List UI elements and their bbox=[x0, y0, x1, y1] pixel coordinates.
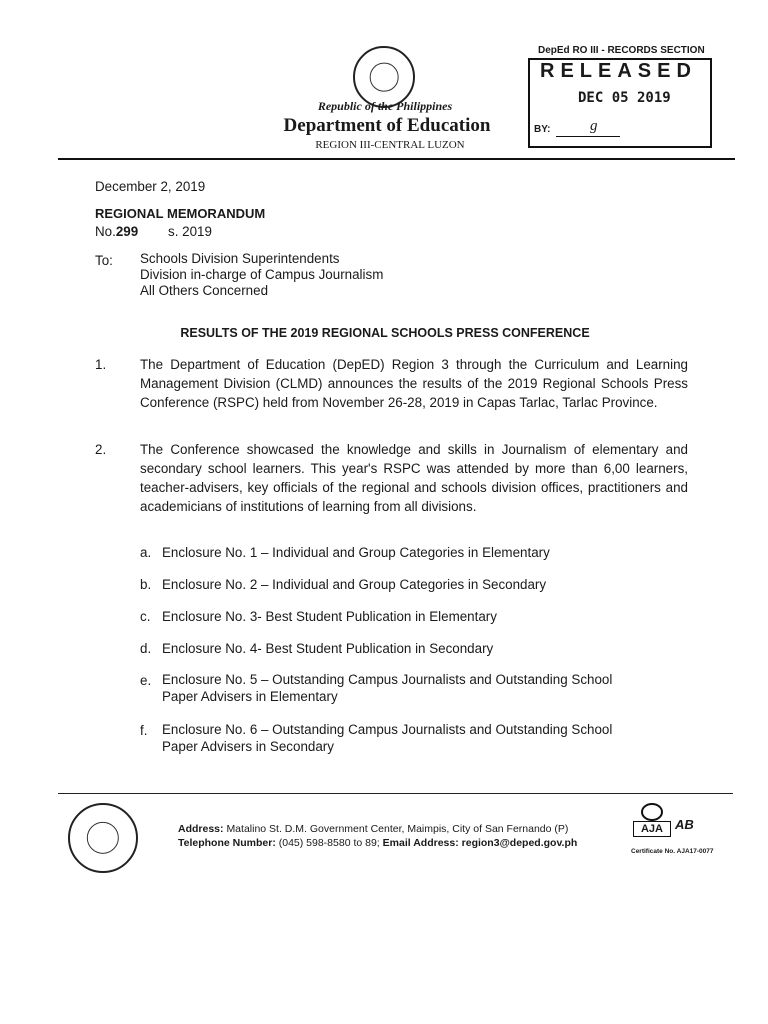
enclosure-text: Enclosure No. 3- Best Student Publication in Elementary bbox=[162, 609, 497, 624]
address-label: Address: bbox=[178, 823, 224, 835]
memo-number-prefix: No. bbox=[95, 224, 116, 239]
letterhead-department: Department of Education bbox=[283, 115, 491, 136]
stamp-office: DepEd RO III - RECORDS SECTION bbox=[538, 45, 705, 56]
footer-address-line bbox=[178, 822, 577, 836]
enclosure-letter: e. bbox=[140, 673, 152, 688]
memo-subject: RESULTS OF THE 2019 REGIONAL SCHOOLS PRESS CONFERENCE bbox=[180, 326, 590, 340]
memo-type: REGIONAL MEMORANDUM bbox=[95, 206, 266, 221]
paragraph-number: 1. bbox=[95, 357, 107, 372]
recipient-item: Schools Division Superintendents bbox=[140, 251, 340, 266]
stamp-word: RELEASED bbox=[540, 60, 697, 82]
enclosure-text bbox=[162, 671, 612, 705]
footer-rule bbox=[58, 793, 733, 794]
enclosure-letter: a. bbox=[140, 545, 152, 560]
header-rule bbox=[58, 158, 735, 160]
stamp-signature: g bbox=[590, 118, 598, 134]
recipient-item: All Others Concerned bbox=[140, 283, 269, 298]
enclosure-text: Enclosure No. 4- Best Student Publication in Secondary bbox=[162, 641, 494, 656]
email-value: region3@deped.gov.ph bbox=[461, 837, 578, 849]
enclosure-line: Paper Advisers in Elementary bbox=[162, 689, 338, 704]
enclosure-text: Enclosure No. 2 – Individual and Group Categories in Secondary bbox=[162, 577, 547, 592]
email-label: Email Address: bbox=[382, 837, 459, 849]
letterhead-region: REGION III-CENTRAL LUZON bbox=[315, 139, 465, 151]
enclosure-line: Paper Advisers in Secondary bbox=[162, 739, 334, 754]
enclosure-line: Enclosure No. 6 – Outstanding Campus Journalists and Outstanding School bbox=[162, 722, 613, 737]
phone-label: Telephone Number: bbox=[178, 837, 276, 849]
stamp-by-label: BY: bbox=[534, 124, 551, 135]
enclosure-letter: b. bbox=[140, 577, 152, 592]
cert-swirl-icon bbox=[641, 803, 663, 821]
to-label: To: bbox=[95, 253, 113, 268]
enclosure-line: Enclosure No. 5 – Outstanding Campus Journalists and Outstanding School bbox=[162, 672, 613, 687]
memo-series: s. 2019 bbox=[168, 224, 212, 239]
address-value: Matalino St. D.M. Government Center, Maimpis, City of San Fernando (P) bbox=[226, 823, 569, 835]
stamp-signature-line bbox=[556, 136, 620, 137]
phone-value: (045) 598-8580 to 89; bbox=[278, 837, 380, 849]
deped-footer-seal-icon bbox=[68, 803, 138, 873]
memo-number: 299 bbox=[115, 224, 139, 239]
cert-logo-left: AJA bbox=[633, 821, 671, 837]
footer-contact-line bbox=[178, 836, 577, 850]
paragraph-number: 2. bbox=[95, 442, 107, 457]
recipients bbox=[140, 251, 383, 299]
enclosure-letter: c. bbox=[140, 609, 151, 624]
paragraph-text: The Department of Education (DepED) Region 3 through the Curriculum and Learning Management Division (CLMD) announces the results of the 2019 Regional Schools Press Conference (RSPC) held from November 26-28, 2019 in Capas Tarlac, Tarlac Province. bbox=[140, 357, 688, 410]
memo-number-row bbox=[95, 222, 138, 241]
cert-logo-right: AB bbox=[675, 817, 694, 832]
certificate-number: Certificate No. AJA17-0077 bbox=[631, 848, 714, 855]
enclosure-letter: f. bbox=[140, 723, 148, 738]
letterhead-republic: Republic of the Philippines bbox=[317, 99, 453, 113]
stamp-date: DEC 05 2019 bbox=[578, 90, 671, 106]
enclosure-letter: d. bbox=[140, 641, 152, 656]
certification-logo bbox=[631, 803, 709, 847]
memo-date: December 2, 2019 bbox=[95, 179, 206, 194]
recipient-item: Division in-charge of Campus Journalism bbox=[140, 267, 384, 282]
enclosure-text bbox=[162, 721, 612, 755]
paragraph-text: The Conference showcased the knowledge and skills in Journalism of elementary and secondary school learners. This year's RSPC was attended by more than 6,00 learners, teacher-advisers, key officials of the regional and schools division offices, practitioners and academicians of institutions of learning from all divisions. bbox=[140, 442, 688, 514]
enclosure-text: Enclosure No. 1 – Individual and Group Categories in Elementary bbox=[162, 545, 550, 560]
footer-address bbox=[178, 822, 577, 850]
